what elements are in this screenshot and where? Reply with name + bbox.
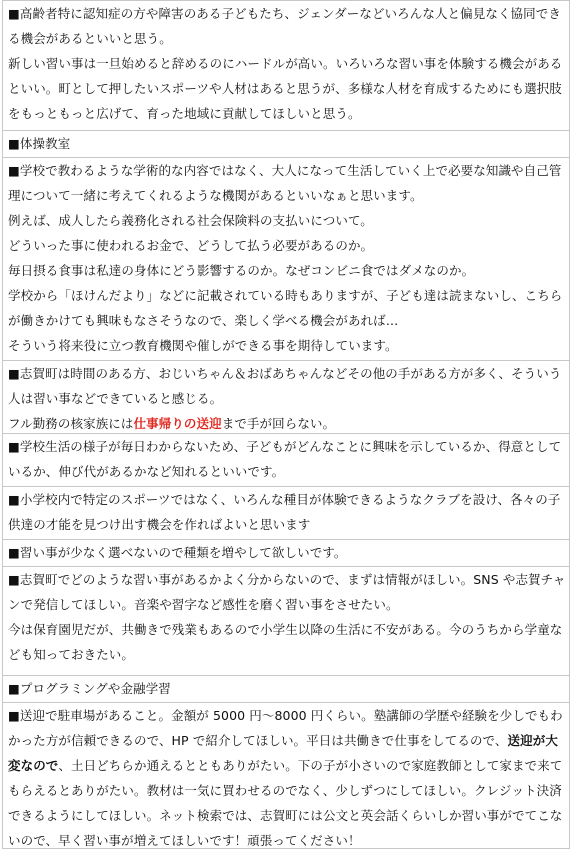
comment-cell xyxy=(2,434,570,487)
comment-paragraph xyxy=(8,567,569,617)
comment-text: 新しい習い事は一旦始めると辞めるのにハードルが高い。いろいろな習い事を体験する機会があるといい。町として押したいスポーツや人材はあると思うが、多様な人材を育成するためにも選択肢をもっともっと広げて、育った地域に貢献してほしいと思う。 xyxy=(8,56,563,121)
comment-text: 例えば、成人したら義務化される社会保険料の支払いについて。 xyxy=(8,213,373,228)
comment-text: ■志賀町は時間のある方、おじいちゃん＆おばあちゃんなどその他の手がある方が多く、そういう人は習い事などできていると感じる。 xyxy=(8,366,562,406)
comment-text: ■プログラミングや金融学習 xyxy=(8,681,171,696)
comment-cell xyxy=(2,158,570,361)
comment-cell xyxy=(2,676,570,703)
comment-text: ■体操教室 xyxy=(8,136,71,151)
comment-text: ■志賀町でどのような習い事があるかよく分からないので、まずは情報がほしい。SNS や志賀チャンで発信してほしい。音楽や習字など感性を磨く習い事をさせたい。 xyxy=(8,572,566,612)
comment-paragraph xyxy=(8,333,569,358)
comment-cell xyxy=(2,567,570,676)
comment-paragraph xyxy=(8,131,569,156)
comment-paragraph xyxy=(8,1,569,51)
comment-paragraph xyxy=(8,361,569,411)
comment-text: そういう将来役に立つ教育機関や催しができる事を期待しています。 xyxy=(8,338,398,353)
comment-text: ■習い事が少なく選べないので種類を増やして欲しいです。 xyxy=(8,545,347,560)
highlight-text: 仕事帰りの送迎 xyxy=(133,416,222,431)
comment-paragraph xyxy=(8,411,569,436)
comment-paragraph xyxy=(8,258,569,283)
comment-paragraph xyxy=(8,51,569,126)
comment-cell xyxy=(2,703,570,849)
comment-paragraph xyxy=(8,487,569,537)
emphasis-text: 送迎が大変なので xyxy=(8,733,558,773)
comment-paragraph xyxy=(8,158,569,208)
comment-paragraph xyxy=(8,283,569,333)
comment-text: 今は保育園児だが、共働きで残業もあるので小学生以降の生活に不安がある。今のうちから学童なども知っておきたい。 xyxy=(8,622,563,662)
comment-text: ■学校生活の様子が毎日わからないため、子どもがどんなことに興味を示しているか、得意としているか、伸び代があるかなど知れるといいです。 xyxy=(8,439,562,479)
comment-paragraph xyxy=(8,703,569,853)
comment-text: ■小学校内で特定のスポーツではなく、いろんな種目が体験できるようなクラブを設け、各々の子供達の才能を見つけ出す機会を作ればよいと思います xyxy=(8,492,561,532)
comment-paragraph xyxy=(8,208,569,233)
comment-text: 学校から「ほけんだより」などに記載されている時もありますが、子ども達は読まないし、こちらが働きかけても興味もなさそうなので、楽しく学べる機会があれば… xyxy=(8,288,563,328)
comment-paragraph xyxy=(8,617,569,667)
comment-cell xyxy=(2,361,570,434)
comment-text: どういった事に使われるお金で、どうして払う必要があるのか。 xyxy=(8,238,374,253)
comment-text: 毎日摂る食事は私達の身体にどう影響するのか。なぜコンビニ食ではダメなのか。 xyxy=(8,263,475,278)
comment-paragraph xyxy=(8,434,569,484)
comment-cell xyxy=(2,0,570,131)
comment-paragraph xyxy=(8,676,569,701)
comment-cell xyxy=(2,131,570,158)
comment-cell xyxy=(2,487,570,540)
comment-paragraph xyxy=(8,540,569,565)
comment-text: ■送迎で駐車場があること。金額が 5000 円～8000 円くらい。塾講師の学歴や経験を少しでもわかった方が信頼できるので、HP で紹介してほしい。平日は共働きで仕事をしてるので、 xyxy=(8,708,563,748)
comment-paragraph xyxy=(8,233,569,258)
comment-text: フル勤務の核家族には xyxy=(8,416,134,431)
comment-text: まで手が回らない。 xyxy=(221,416,336,431)
comment-text: 、土日どちらか通えるとともありがたい。下の子が小さいので家庭教師として家まで来てもらえるとありがたい。教材は一気に買わせるのでなく、少しずつにしてほしい。クレジット決済できるようにしてほしい。ネット検索では、志賀町には公文と英会話くらいしか習い事がでてこないので、早く習い事が増えてほしいです！頑張ってください！ xyxy=(8,758,563,848)
comment-text: ■学校で教わるような学術的な内容ではなく、大人になって生活していく上で必要な知識や自己管理について一緒に考えてくれるような機関があるといいなぁと思います。 xyxy=(8,163,562,203)
comment-text: ■高齢者特に認知症の方や障害のある子どもたち、ジェンダーなどいろんな人と偏見なく協同できる機会があるといいと思う。 xyxy=(8,6,561,46)
comment-cell xyxy=(2,540,570,567)
